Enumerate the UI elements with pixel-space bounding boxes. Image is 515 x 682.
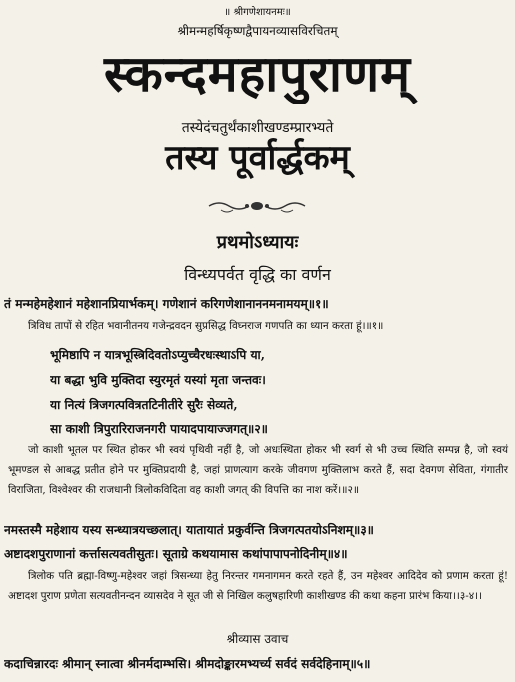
verse-5: कदाचिन्नारदः श्रीमान् स्नात्वा श्रीनर्मदाम्भसि। श्रीमदोङ्कारमभ्यर्च्य सर्वदं सर्वदेहिनाम्॥५॥ — [4, 657, 371, 671]
commentary-2 — [8, 440, 508, 500]
chapter-subtitle: विन्ध्यपर्वत वृद्धि का वर्णन — [184, 265, 331, 284]
verse-2-line-4: सा काशी त्रिपुरारिराजनगरी पायादपायाज्जगत्॥२॥ — [50, 422, 268, 436]
verse-1: तं मन्महेमहेशानं महेशानप्रियार्भकम्। गणेशानं करिगणेशानाननमनामयम्॥१॥ — [4, 297, 329, 311]
verse-4: अष्टादशपुराणानां कर्त्तासत्यवतीसुतः। सूताग्रे कथयामास कथांपापापनोदिनीम्॥४॥ — [4, 547, 348, 561]
speaker-line: श्रीव्यास उवाच — [226, 632, 289, 646]
commentary-1 — [8, 316, 508, 336]
invocation: ॥ श्रीगणेशायनमः॥ — [224, 7, 291, 18]
verse-2-line-2: या बद्धा भुवि मुक्तिदा स्युरमृतं यस्यां मृता जन्तवः। — [50, 373, 266, 387]
commentary-3-4 — [8, 566, 508, 606]
verse-3: नमस्तस्मै महेशाय यस्य सन्ध्यात्रयच्छलात्। यातायातं प्रकुर्वन्ति त्रिजगत्पतयोऽनिशम्॥३॥ — [4, 523, 374, 537]
subtitle-line: तस्येदंचतुर्थंकाशीखण्डम्प्रारभ्यते — [181, 120, 334, 136]
author-line: श्रीमन्महर्षिकृष्णद्वैपायनव्यासविरचितम् — [177, 24, 338, 38]
verse-2-line-1: भूमिष्ठापि न यात्रभूस्त्रिदिवतोऽप्युच्चैरधःस्थाऽपि या, — [50, 348, 265, 362]
chapter-title: प्रथमोऽध्यायः — [216, 232, 299, 253]
main-title: स्कन्दमहापुराणम् — [103, 44, 412, 103]
commentary-1-text: त्रिविध तापों से रहित भवानीतनय गजेन्द्रवदन सुप्रसिद्ध विघ्नराज गणपति का ध्यान करता हूं।॥१॥ — [28, 320, 384, 332]
floral-divider-icon — [207, 196, 307, 216]
commentary-2-text: जो काशी भूतल पर स्थित होकर भी स्वयं पृथिवी नहीं है, जो अधःस्थिता होकर भी स्वर्ग से भी उच्च स्थिति सम्पन्न है, जो स्वयं भूमण्डल से आबद्ध प्रतीत होने पर मुक्तिप्रदायी है, जहां प्राणत्याग करके जीवगण मुक्तिलाभ करते हैं, सदा देवगण सेविता, गंगातीर विराजिता, विश्वेश्वर की राजधानी त्रिलोकविदिता वह काशी जगत् की विपत्ति का नाश करें।॥२॥ — [8, 444, 508, 496]
section-title: तस्य पूर्वार्द्धकम् — [165, 138, 350, 178]
verse-2-line-3: या नित्यं त्रिजगत्पवित्रतटिनीतीरे सुरैः सेव्यते, — [50, 398, 238, 412]
commentary-3-4-text: त्रिलोक पति ब्रह्मा-विष्णु-महेश्वर जहां त्रिसन्ध्या हेतु निरन्तर गमनागमन करते रहते हैं, उन महेश्वर आदिदेव को प्रणाम करता हूं! अष्टादश पुराण प्रणेता सत्यवतीनन्दन व्यासदेव ने सूत जी से निखिल कलुषहारिणी काशीखण्ड की कथा कहना प्रारंभ किया।।३-४।। — [8, 570, 508, 602]
